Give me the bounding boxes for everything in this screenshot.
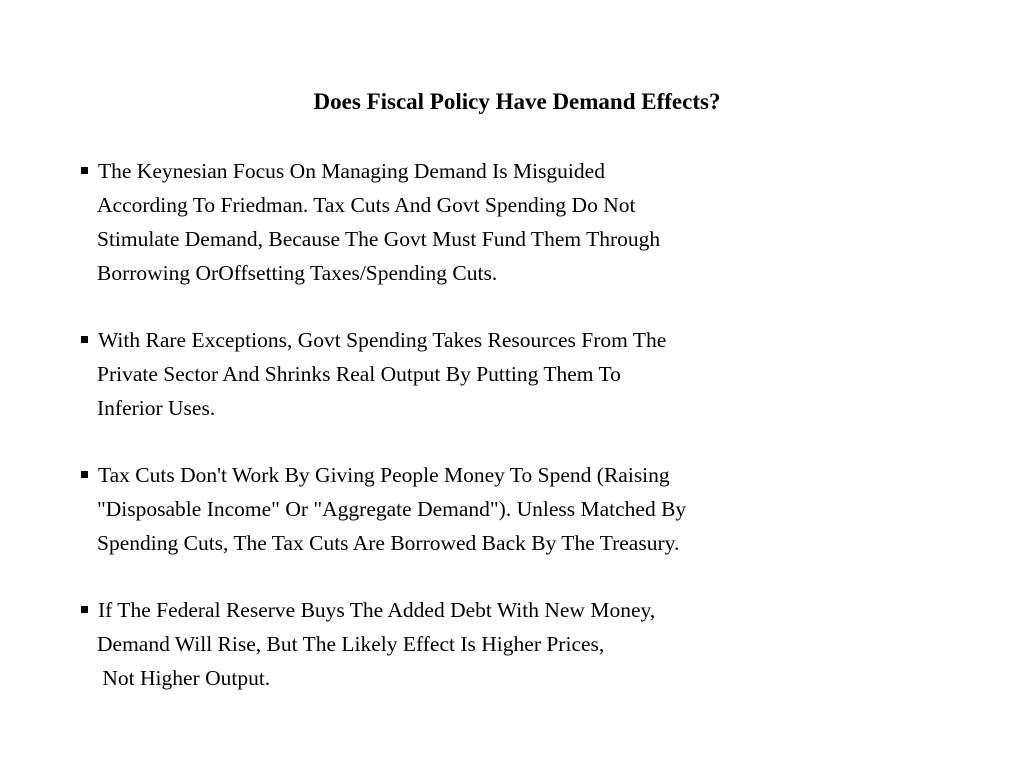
bullet-line: Stimulate Demand, Because The Govt Must Fund Them Through (97, 227, 661, 251)
bullet-text: The Keynesian Focus On Managing Demand Is Misguided (98, 159, 605, 183)
bullet-text: If The Federal Reserve Buys The Added Debt With New Money, (98, 598, 656, 622)
bullet-line: According To Friedman. Tax Cuts And Govt Spending Do Not (97, 193, 636, 217)
bullet-line: Private Sector And Shrinks Real Output By Putting Them To (97, 362, 621, 386)
bullet-line: Spending Cuts, The Tax Cuts Are Borrowed Back By The Treasury. (97, 531, 680, 555)
bullet-point (80, 154, 660, 290)
square-bullet-icon (81, 606, 88, 613)
bullet-line: Borrowing OrOffsetting Taxes/Spending Cuts. (97, 261, 498, 285)
square-bullet-icon (81, 167, 88, 174)
bullet-text: Tax Cuts Don't Work By Giving People Money To Spend (Raising (98, 463, 670, 487)
bullet-text: With Rare Exceptions, Govt Spending Takes Resources From The (98, 328, 667, 352)
bullet-point (80, 323, 666, 425)
bullet-line (80, 458, 686, 492)
bullet-line: Not Higher Output. (97, 666, 271, 690)
bullet-line (80, 154, 660, 188)
bullet-point (80, 458, 686, 560)
slide-title: Does Fiscal Policy Have Demand Effects? (313, 89, 721, 114)
square-bullet-icon (81, 471, 88, 478)
square-bullet-icon (81, 336, 88, 343)
bullet-line (80, 323, 666, 357)
bullet-line: "Disposable Income" Or "Aggregate Demand"). Unless Matched By (97, 497, 687, 521)
bullet-line (80, 593, 655, 627)
bullet-point (80, 593, 655, 695)
bullet-line: Inferior Uses. (97, 396, 216, 420)
bullet-line: Demand Will Rise, But The Likely Effect Is Higher Prices, (97, 632, 605, 656)
